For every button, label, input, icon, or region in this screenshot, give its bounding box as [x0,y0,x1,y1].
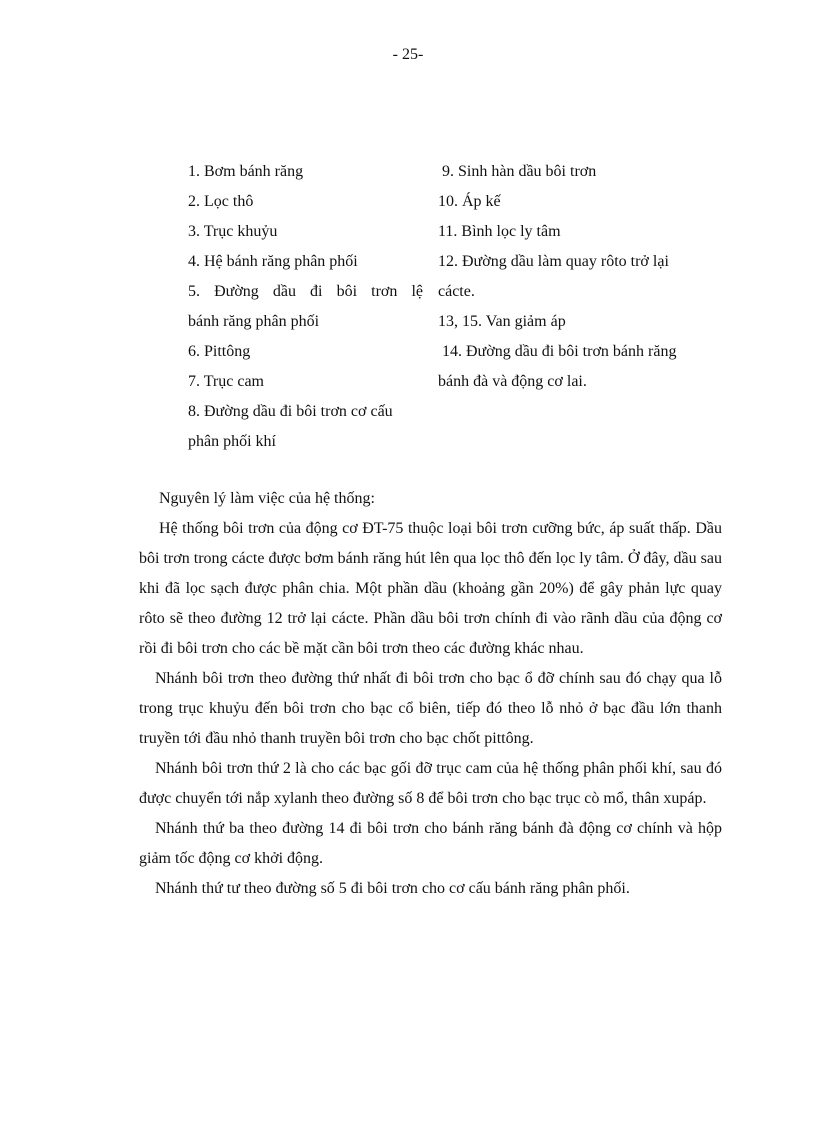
legend-item: 2. Lọc thô [188,193,254,210]
paragraph: Nhánh thứ tư theo đường số 5 đi bôi trơn cho cơ cấu bánh răng phân phối. [155,880,630,897]
paragraph: Hệ thống bôi trơn của động cơ ĐT-75 thuộc loại bôi trơn cưỡng bức, áp suất thấp. Dầu bôi trơn trong cácte được bơm bánh răng hút lên qua lọc thô đến lọc ly tâm. Ở đây, dầu sau khi đã lọc sạch được phân chia. Một phần dầu (khoảng gần 20%) để gây phản lực quay rôto sẽ theo đường 12 trở lại cácte. Phần dầu bôi trơn chính đi vào rãnh dầu của động cơ rồi đi bôi trơn cho các bề mặt cần bôi trơn theo các đường khác nhau. [139,520,722,657]
legend-item: 7. Trục cam [188,373,264,390]
legend-item: bánh đà và động cơ lai. [438,373,587,390]
legend-item: 3. Trục khuỷu [188,223,278,240]
legend-item: 1. Bơm bánh răng [188,163,304,180]
legend-item: 11. Bình lọc ly tâm [438,223,561,240]
body-text [139,484,722,904]
paragraph: Nhánh bôi trơn thứ 2 là cho các bạc gối đỡ trục cam của hệ thống phân phối khí, sau đó được chuyển tới nắp xylanh theo đường số 8 để bôi trơn cho bạc trục cò mổ, thân xupáp. [139,760,722,807]
legend-item: cácte. [438,283,475,300]
page-number: - 25- [392,46,424,63]
legend-item: 12. Đường dầu làm quay rôto trở lại [438,253,669,270]
legend-item: 14. Đường dầu đi bôi trơn bánh răng [438,343,677,360]
legend-left-column [188,157,423,457]
legend-item: 13, 15. Van giảm áp [438,313,566,330]
legend-right-column [438,157,728,397]
legend-item: 5. Đường dầu đi bôi trơn lệ [188,283,423,300]
legend-item: 4. Hệ bánh răng phân phối [188,253,358,270]
legend-item: bánh răng phân phối [188,313,320,330]
paragraph: Nhánh bôi trơn theo đường thứ nhất đi bôi trơn cho bạc ổ đỡ chính sau đó chạy qua lỗ trong trục khuỷu đến bôi trơn cho bạc cổ biên, tiếp đó theo lỗ nhỏ ở bạc đầu lớn thanh truyền tới đầu nhỏ thanh truyền bôi trơn cho bạc chốt pittông. [139,670,722,747]
legend-item: phân phối khí [188,433,276,450]
paragraph: Nhánh thứ ba theo đường 14 đi bôi trơn cho bánh răng bánh đà động cơ chính và hộp giảm tốc động cơ khởi động. [139,820,722,867]
section-heading: Nguyên lý làm việc của hệ thống: [159,490,375,507]
legend-item: 8. Đường dầu đi bôi trơn cơ cấu [188,403,393,420]
legend-item: 9. Sinh hàn dầu bôi trơn [438,163,597,180]
legend-item: 10. Áp kế [438,193,501,210]
legend-item: 6. Pittông [188,343,251,360]
